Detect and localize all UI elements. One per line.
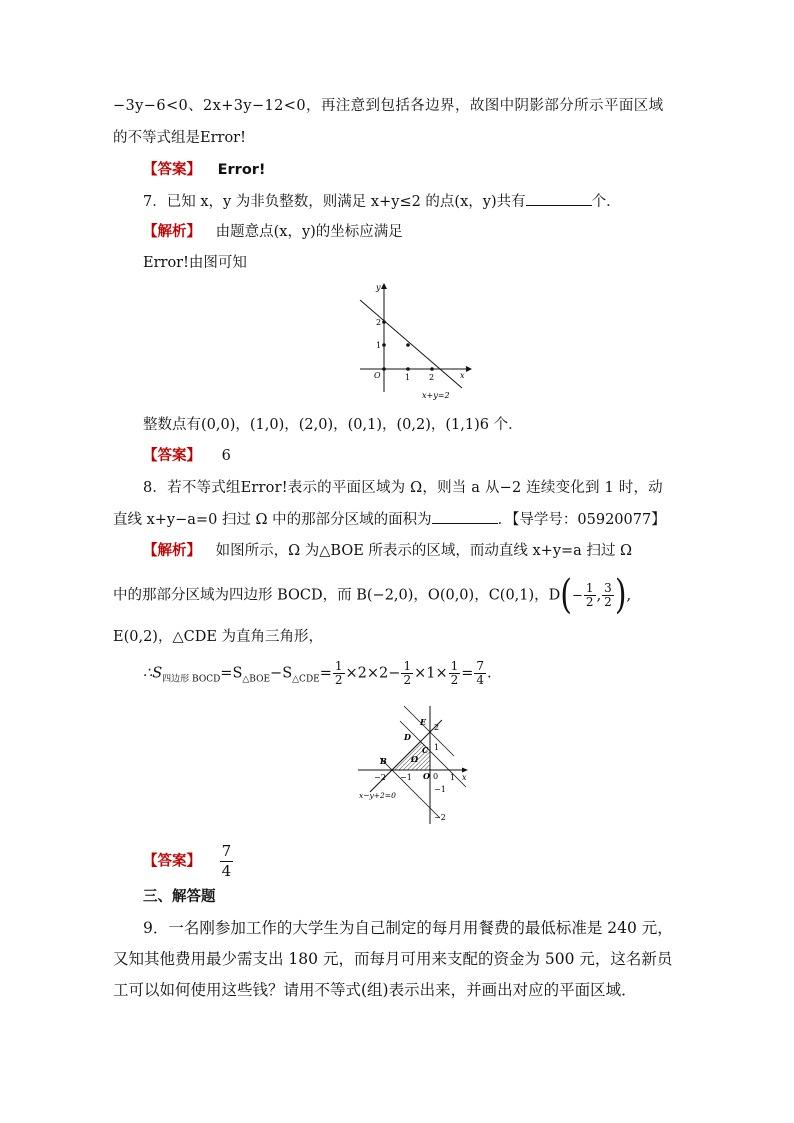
- q7-text: 7．已知 x，y 为非负整数，则满足 x+y≤2 的点(x，y)共有 个．: [143, 191, 621, 212]
- q8-analysis-2: 中的那部分区域为四边形 BOCD，而 B(−2,0)，O(0,0)，C(0,1)，D(− $\frac{1}{2}$ , $\frac{3}{2}$ ),: [113, 571, 632, 619]
- tick-y-2: 2: [434, 723, 440, 732]
- q7-analysis: 【解析】 由题意点(x，y)的坐标应满足: [143, 224, 403, 240]
- analysis-tag: 【解析】: [143, 224, 201, 240]
- q9-line2: 又知其他费用最少需支出 180 元，而每月可用来支配的资金为 500 元，这名新员: [113, 950, 673, 968]
- d-x-fraction: $\frac{1}{2}$: [585, 581, 594, 609]
- point-b-label: B: [380, 756, 387, 766]
- q7-answer: [143, 446, 231, 466]
- tick-x-neg2: −2: [374, 773, 386, 782]
- section-heading: 三、解答题: [143, 889, 216, 905]
- tick-y-1: 1: [376, 341, 382, 350]
- answer-fraction: $\frac{7}{4}$: [221, 842, 232, 880]
- x-axis-label: x: [460, 371, 465, 380]
- d-y-fraction: $\frac{3}{2}$: [604, 581, 612, 609]
- analysis-tag: 【解析】: [143, 543, 201, 559]
- q9-line3: 工可以如何使用这些钱？请用不等式(组)表示出来，并画出对应的平面区域．: [113, 981, 637, 999]
- q8-text-2: 直线 x+y−a=0 扫过 Ω 中的那部分区域的面积为 ．【导学号：05920077】: [113, 509, 666, 530]
- p6-line2: 的不等式组是Error!: [113, 130, 246, 146]
- y-axis-label: y: [376, 283, 381, 292]
- answer-tag: 【答案】: [143, 162, 201, 178]
- p6-answer: [143, 160, 266, 180]
- answer-value: Error!: [217, 162, 266, 178]
- tick-y-2: 2: [376, 318, 382, 327]
- q8-analysis-3: E(0,2)，△CDE 为直角三角形，: [113, 629, 324, 645]
- p6-line1: −3y−6<0、2x+3y−12<0，再注意到包括各边界，故图中阴影部分所示平面区域: [113, 98, 664, 114]
- origin-label: O: [423, 771, 430, 781]
- q9-line1: 9．一名刚参加工作的大学生为自己制定的每月用餐费的最低标准是 240 元，: [143, 919, 673, 937]
- q8-text-1: 8．若不等式组Error!表示的平面区域为 Ω，则当 a 从−2 连续变化到 1 时，动: [143, 480, 663, 496]
- fraction: $\frac{7}{4}$: [476, 659, 485, 687]
- point-d-label: D: [404, 732, 411, 742]
- tick-y-neg2: −2: [434, 813, 446, 822]
- fraction: $\frac{1}{2}$: [450, 659, 459, 687]
- q7-line3: Error!由图可知: [143, 255, 247, 271]
- q7-graph: [350, 280, 480, 402]
- point-c-label: C: [422, 745, 429, 755]
- q8-answer: [143, 842, 234, 881]
- origin-label: O: [374, 371, 381, 380]
- fraction: $\frac{1}{2}$: [334, 659, 343, 687]
- answer-blank: [432, 509, 498, 524]
- answer-tag: 【答案】: [143, 853, 201, 870]
- tick-y-1: 1: [434, 743, 440, 752]
- line-label: x−y+2=0: [359, 791, 396, 800]
- x-axis-label: x: [462, 773, 467, 782]
- answer-value: 6: [221, 448, 231, 464]
- line-label: x+y=2: [422, 391, 450, 400]
- tick-x-2: 2: [429, 373, 435, 382]
- q8-analysis-1: 【解析】 如图所示，Ω 为△BOE 所表示的区域，而动直线 x+y=a 扫过 Ω: [143, 543, 633, 559]
- tick-y-neg1: −1: [434, 785, 446, 794]
- q8-formula: $\therefore S_{四边形 BOCD}=S_{\triangle BOE}-S_{\triangle CDE}=$ $\frac{1}{2}$ ×2×2− $\frac{1}{2}$ ×1× $\frac{1}{2}$ = $\frac{7}{4}$ .: [143, 659, 492, 687]
- q8-graph: [354, 700, 474, 830]
- q7-points: 整数点有(0,0)，(1,0)，(2,0)，(0,1)，(0,2)，(1,1)6 个．: [143, 417, 523, 433]
- answer-blank: [526, 191, 592, 206]
- tick-x-0: 0: [433, 772, 439, 781]
- tick-x-neg1: −1: [400, 773, 412, 782]
- point-e-label: E: [420, 717, 427, 727]
- tick-x-1: 1: [405, 373, 411, 382]
- answer-tag: 【答案】: [143, 448, 201, 464]
- fraction: $\frac{1}{2}$: [403, 659, 412, 687]
- omega-label: Ω: [411, 754, 419, 764]
- tick-x-1: 1: [450, 773, 456, 782]
